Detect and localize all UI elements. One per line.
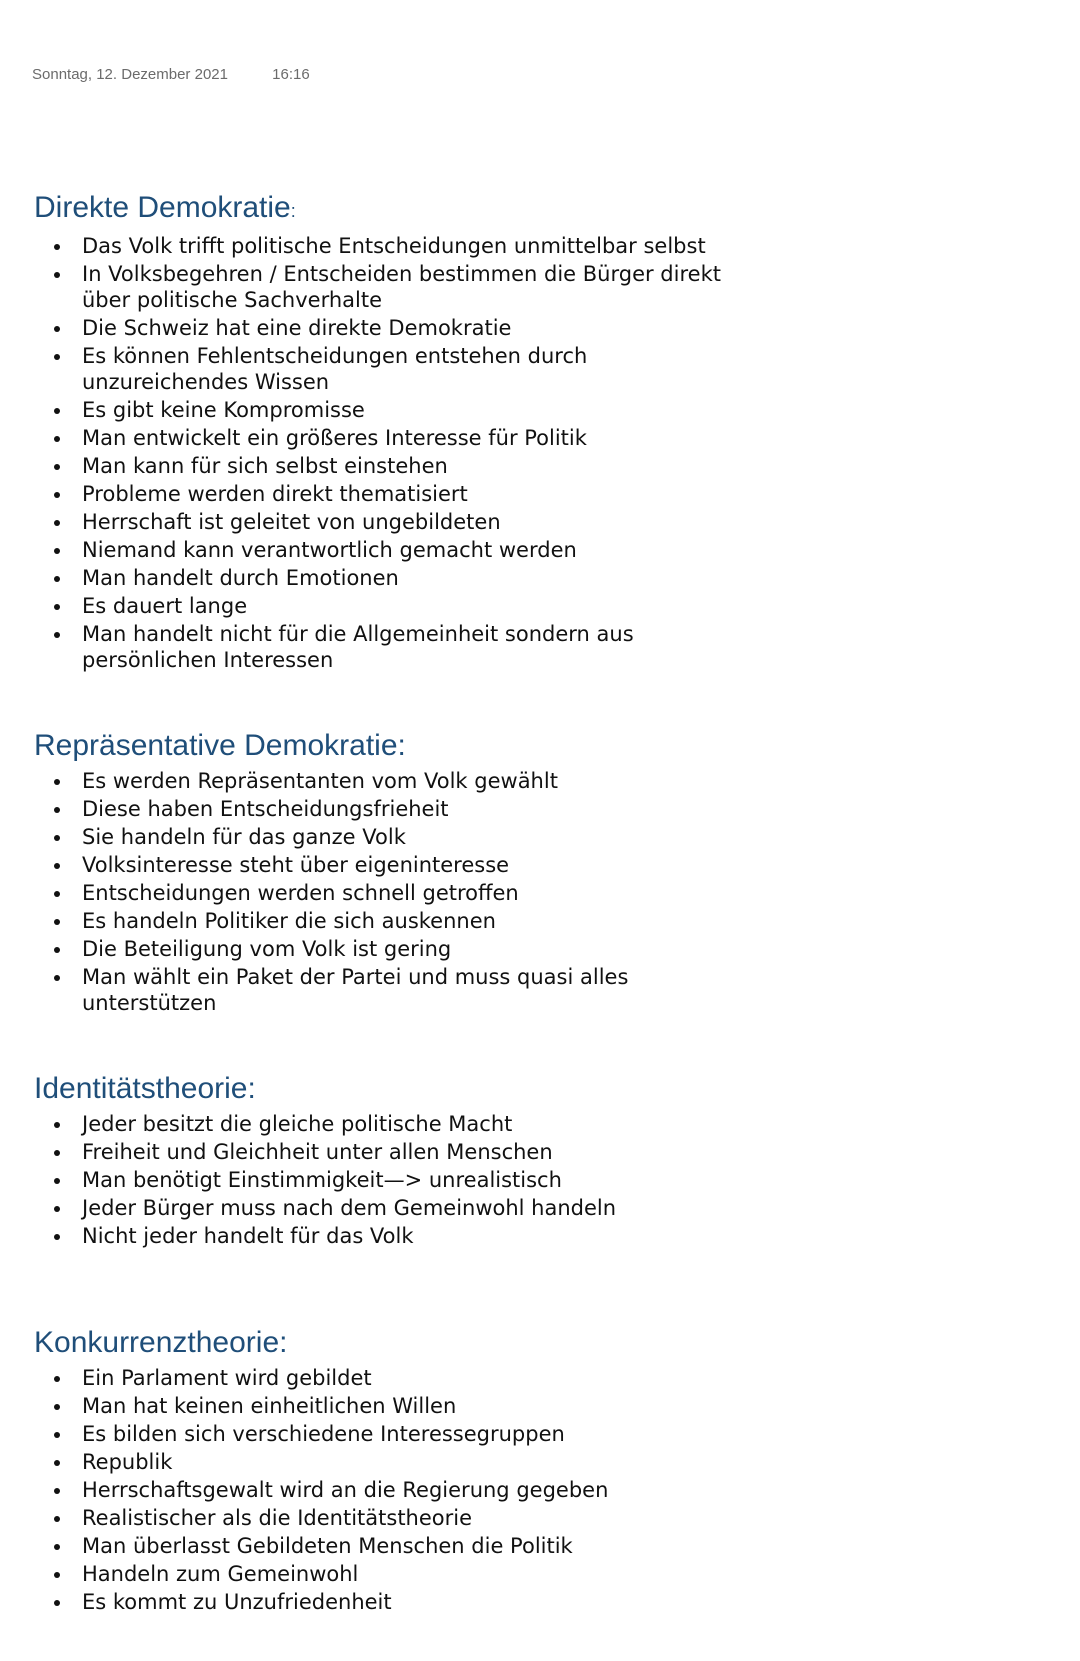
list-item: Es bilden sich verschiedene Interessegruppen (34, 1421, 722, 1447)
header-date: Sonntag, 12. Dezember 2021 (32, 66, 228, 83)
section-title: Direkte Demokratie: (34, 191, 296, 224)
section-title: Repräsentative Demokratie: (34, 729, 406, 762)
list-item: Nicht jeder handelt für das Volk (34, 1223, 722, 1249)
list-item: Man wählt ein Paket der Partei und muss quasi alles unterstützen (34, 964, 722, 1016)
list-item: Jeder besitzt die gleiche politische Macht (34, 1111, 722, 1137)
header-time: 16:16 (272, 66, 310, 83)
list-item: In Volksbegehren / Entscheiden bestimmen die Bürger direkt über politische Sachverhalte (34, 261, 722, 313)
list-item: Handeln zum Gemeinwohl (34, 1561, 722, 1587)
list-item: Niemand kann verantwortlich gemacht werden (34, 537, 722, 563)
list-item: Es können Fehlentscheidungen entstehen durch unzureichendes Wissen (34, 343, 722, 395)
list-item: Man benötigt Einstimmigkeit—> unrealistisch (34, 1167, 722, 1193)
list-item: Ein Parlament wird gebildet (34, 1365, 722, 1391)
list-item: Probleme werden direkt thematisiert (34, 481, 722, 507)
bullet-list (34, 768, 1034, 1016)
list-item: Realistischer als die Identitätstheorie (34, 1505, 722, 1531)
list-item: Man handelt durch Emotionen (34, 565, 722, 591)
list-item: Republik (34, 1449, 722, 1475)
list-item: Es werden Repräsentanten vom Volk gewählt (34, 768, 722, 794)
section-konkurrenztheorie (34, 1325, 1034, 1617)
bullet-list (34, 233, 1034, 673)
list-item: Volksinteresse steht über eigeninteresse (34, 852, 722, 878)
list-item: Man handelt nicht für die Allgemeinheit sondern aus persönlichen Interessen (34, 621, 722, 673)
list-item: Es kommt zu Unzufriedenheit (34, 1589, 722, 1615)
list-item: Man kann für sich selbst einstehen (34, 453, 722, 479)
list-item: Sie handeln für das ganze Volk (34, 824, 722, 850)
section-title: Konkurrenztheorie: (34, 1326, 288, 1359)
list-item: Es handeln Politiker die sich auskennen (34, 908, 722, 934)
list-item: Man überlasst Gebildeten Menschen die Politik (34, 1533, 722, 1559)
list-item: Es dauert lange (34, 593, 722, 619)
section-title: Identitätstheorie: (34, 1072, 256, 1105)
list-item: Herrschaftsgewalt wird an die Regierung gegeben (34, 1477, 722, 1503)
list-item: Entscheidungen werden schnell getroffen (34, 880, 722, 906)
list-item: Die Beteiligung vom Volk ist gering (34, 936, 722, 962)
list-item: Man entwickelt ein größeres Interesse für Politik (34, 425, 722, 451)
section-direkte-demokratie (34, 190, 1034, 675)
bullet-list (34, 1365, 1034, 1615)
list-item: Jeder Bürger muss nach dem Gemeinwohl handeln (34, 1195, 722, 1221)
list-item: Die Schweiz hat eine direkte Demokratie (34, 315, 722, 341)
list-item: Das Volk trifft politische Entscheidungen unmittelbar selbst (34, 233, 722, 259)
list-item: Freiheit und Gleichheit unter allen Menschen (34, 1139, 722, 1165)
list-item: Diese haben Entscheidungsfrieheit (34, 796, 722, 822)
bullet-list (34, 1111, 1034, 1249)
section-repraesentative-demokratie (34, 728, 1034, 1018)
list-item: Herrschaft ist geleitet von ungebildeten (34, 509, 722, 535)
section-identitaetstheorie (34, 1071, 1034, 1251)
page-header (32, 66, 310, 83)
list-item: Es gibt keine Kompromisse (34, 397, 722, 423)
list-item: Man hat keinen einheitlichen Willen (34, 1393, 722, 1419)
